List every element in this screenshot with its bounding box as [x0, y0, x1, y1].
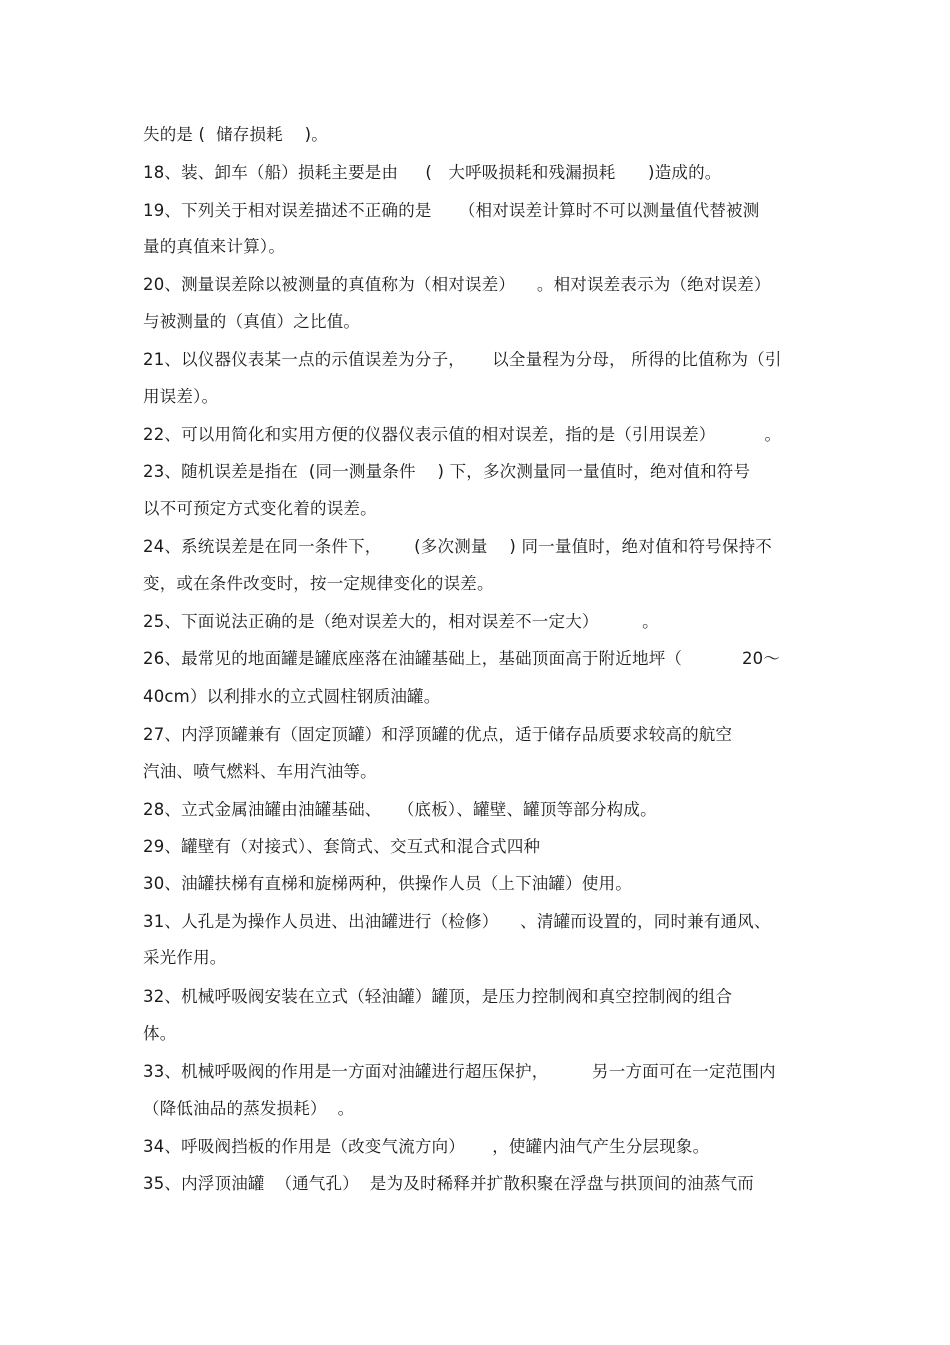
text-line: 19、下列关于相对误差描述不正确的是 （相对误差计算时不可以测量值代替被测: [143, 201, 760, 220]
text-line: 采光作用。: [143, 948, 227, 967]
text-line: 29、罐壁有（对接式）、套筒式、交互式和混合式四种: [143, 837, 541, 856]
text-line: 24、系统误差是在同一条件下， (多次测量 ) 同一量值时，绝对值和符号保持不: [143, 537, 772, 556]
text-line: 体。: [143, 1024, 177, 1043]
text-line: 22、可以用简化和实用方便的仪器仪表示值的相对误差，指的是（引用误差） 。: [143, 425, 782, 444]
text-line: 27、内浮顶罐兼有（固定顶罐）和浮顶罐的优点，适于储存品质要求较高的航空: [143, 725, 733, 744]
text-line: 21、以仪器仪表某一点的示值误差为分子， 以全量程为分母， 所得的比值称为（引: [143, 350, 782, 369]
text-line: 30、油罐扶梯有直梯和旋梯两种，供操作人员（上下油罐）使用。: [143, 874, 632, 893]
text-line: 25、下面说法正确的是（绝对误差大的，相对误差不一定大） 。: [143, 612, 659, 631]
text-line: 40cm）以利排水的立式圆柱钢质油罐。: [143, 687, 441, 706]
text-line: 失的是 ( 储存损耗 )。: [143, 125, 328, 144]
text-line: 与被测量的（真值）之比值。: [143, 312, 361, 331]
text-line: （降低油品的蒸发损耗） 。: [143, 1099, 355, 1118]
text-line: 31、人孔是为操作人员进、出油罐进行（检修） 、清罐而设置的，同时兼有通风、: [143, 912, 771, 931]
text-line: 32、机械呼吸阀安装在立式（轻油罐）罐顶，是压力控制阀和真空控制阀的组合: [143, 987, 733, 1006]
text-line: 26、最常见的地面罐是罐底座落在油罐基础上，基础顶面高于附近地坪（ 20～: [143, 649, 781, 668]
text-line: 量的真值来计算）。: [143, 237, 286, 256]
text-line: 34、呼吸阀挡板的作用是（改变气流方向） ，使罐内油气产生分层现象。: [143, 1137, 710, 1156]
text-line: 20、测量误差除以被测量的真值称为（相对误差） 。相对误差表示为（绝对误差）: [143, 275, 771, 294]
text-line: 用误差）。: [143, 387, 219, 406]
text-line: 33、机械呼吸阀的作用是一方面对油罐进行超压保护， 另一方面可在一定范围内: [143, 1062, 776, 1081]
text-line: 汽油、喷气燃料、车用汽油等。: [143, 762, 377, 781]
text-line: 28、立式金属油罐由油罐基础、 （底板）、罐壁、罐顶等部分构成。: [143, 800, 657, 819]
text-line: 变，或在条件改变时，按一定规律变化的误差。: [143, 574, 494, 593]
text-line: 35、内浮顶油罐 （通气孔） 是为及时稀释并扩散积聚在浮盘与拱顶间的油蒸气而: [143, 1174, 754, 1193]
text-line: 18、装、卸车（船）损耗主要是由 ( 大呼吸损耗和残漏损耗 )造成的。: [143, 163, 722, 182]
text-line: 23、随机误差是指在 (同一测量条件 ) 下，多次测量同一量值时，绝对值和符号: [143, 462, 751, 481]
text-line: 以不可预定方式变化着的误差。: [143, 499, 377, 518]
